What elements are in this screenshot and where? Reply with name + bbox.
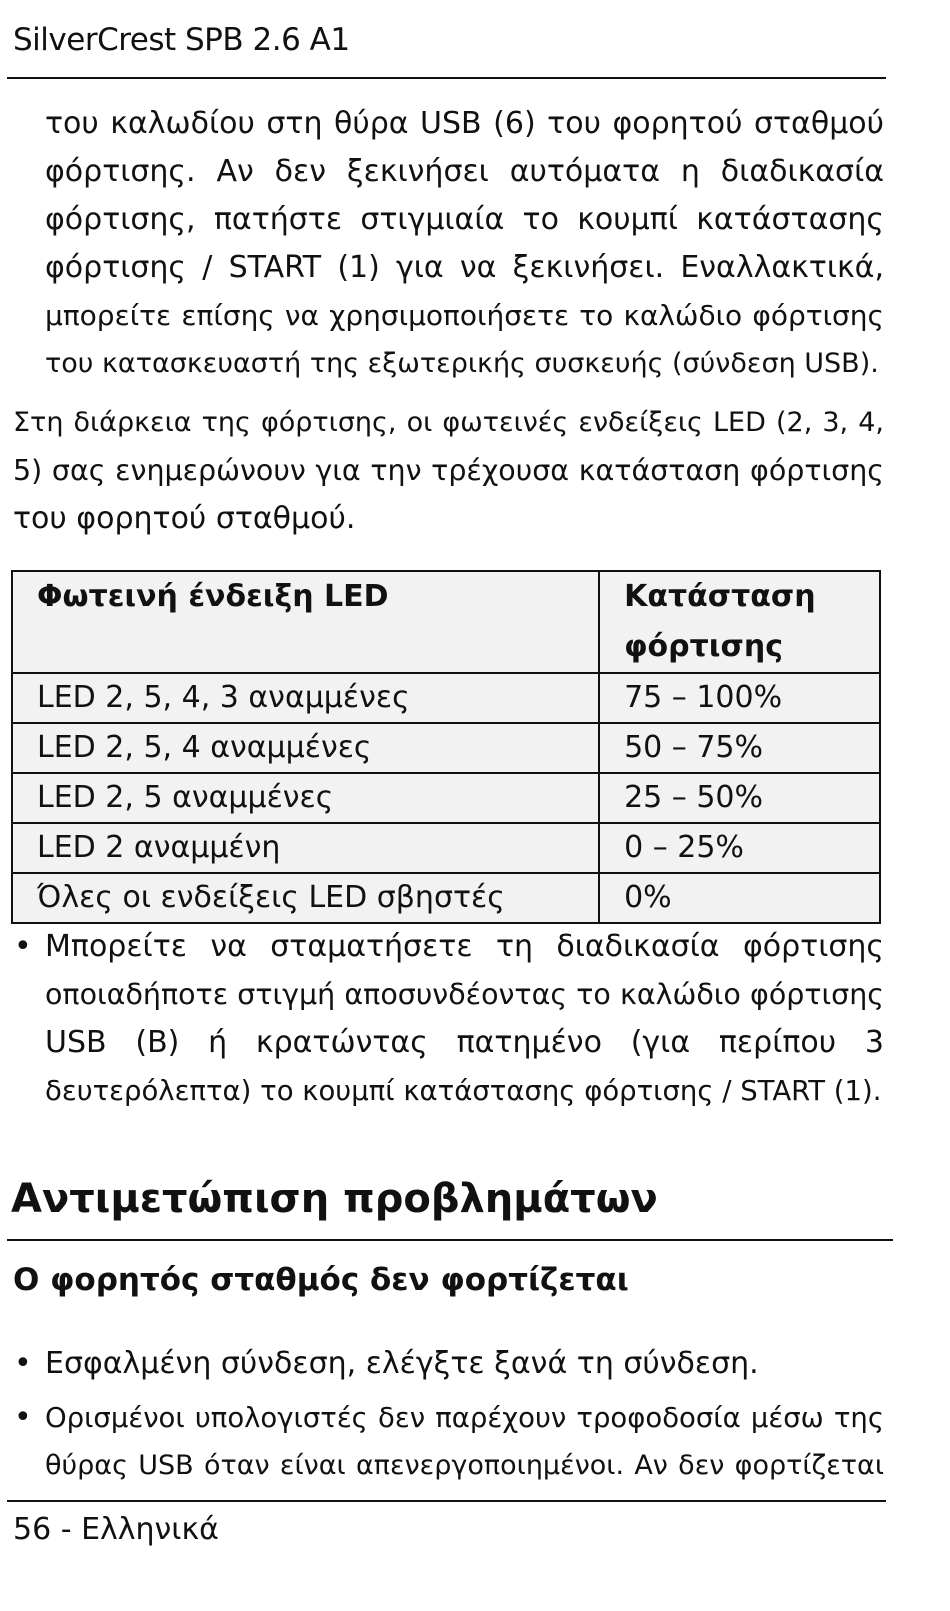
table-cell-status: 25 – 50%	[599, 773, 880, 823]
table-cell-led: LED 2, 5, 4 αναμμένες	[12, 723, 599, 773]
trouble-line: Ορισμένοι υπολογιστές δεν παρέχουν τροφοδοσία μέσω της	[45, 1402, 884, 1434]
trouble-bullet-1	[45, 1340, 884, 1388]
charging-line: Στη διάρκεια της φόρτισης, οι φωτεινές ενδείξεις LED (2, 3, 4,	[13, 407, 884, 438]
table-header-row	[12, 571, 880, 673]
charging-paragraph	[13, 399, 884, 543]
table-row	[12, 823, 880, 873]
stop-charging-paragraph	[45, 923, 884, 1115]
table-cell-led: LED 2, 5, 4, 3 αναμμένες	[12, 673, 599, 723]
intro-line: του κατασκευαστή της εξωτερικής συσκευής (σύνδεση USB).	[45, 348, 879, 379]
intro-line: φόρτισης, πατήστε στιγμιαία το κουμπί κατάστασης	[45, 202, 884, 237]
page-footer: 56 - Ελληνικά	[13, 1512, 219, 1547]
stop-line: δευτερόλεπτα) το κουμπί κατάστασης φόρτισης / START (1).	[45, 1075, 882, 1107]
table-cell-led: Όλες οι ενδείξεις LED σβηστές	[12, 873, 599, 923]
table-row	[12, 873, 880, 923]
intro-paragraph	[45, 100, 884, 388]
bullet-icon: •	[14, 1400, 32, 1435]
table-header-status: Κατάσταση φόρτισης	[599, 571, 880, 673]
table-cell-led: LED 2, 5 αναμμένες	[12, 773, 599, 823]
header-rule	[7, 77, 886, 79]
trouble-line: θύρας USB όταν είναι απενεργοποιημένοι. Αν δεν φορτίζεται	[45, 1450, 884, 1481]
table-cell-status: 50 – 75%	[599, 723, 880, 773]
heading-rule	[7, 1239, 893, 1241]
intro-line: του καλωδίου στη θύρα USB (6) του φορητού σταθμού	[45, 106, 884, 141]
table-cell-led: LED 2 αναμμένη	[12, 823, 599, 873]
bullet-icon: •	[14, 929, 32, 964]
stop-line: USB (B) ή κρατώντας πατημένο (για περίπου 3	[45, 1025, 884, 1060]
troubleshooting-subheading: Ο φορητός σταθμός δεν φορτίζεται	[13, 1262, 629, 1298]
stop-line: οποιαδήποτε στιγμή αποσυνδέοντας το καλώδιο φόρτισης	[45, 978, 884, 1011]
charging-line: του φορητού σταθμού.	[13, 501, 356, 536]
led-status-table	[11, 570, 881, 924]
table-cell-status: 0 – 25%	[599, 823, 880, 873]
intro-line: φόρτισης / START (1) για να ξεκινήσει. Εναλλακτικά,	[45, 250, 884, 285]
intro-line: μπορείτε επίσης να χρησιμοποιήσετε το καλώδιο φόρτισης	[45, 299, 884, 332]
intro-line: φόρτισης. Αν δεν ξεκινήσει αυτόματα η διαδικασία	[45, 154, 884, 189]
table-row	[12, 723, 880, 773]
document-header: SilverCrest SPB 2.6 A1	[13, 22, 350, 58]
troubleshooting-heading: Αντιμετώπιση προβλημάτων	[11, 1176, 658, 1222]
table-cell-status: 0%	[599, 873, 880, 923]
bullet-icon: •	[14, 1346, 32, 1381]
table-header-led: Φωτεινή ένδειξη LED	[12, 571, 599, 673]
charging-line: 5) σας ενημερώνουν για την τρέχουσα κατάσταση φόρτισης	[13, 454, 884, 487]
table-cell-status: 75 – 100%	[599, 673, 880, 723]
trouble-bullet-2	[45, 1394, 884, 1490]
footer-rule	[7, 1500, 886, 1502]
trouble-line: Εσφαλμένη σύνδεση, ελέγξτε ξανά τη σύνδεση.	[45, 1346, 759, 1381]
table-row	[12, 773, 880, 823]
stop-line: Μπορείτε να σταματήσετε τη διαδικασία φόρτισης	[45, 929, 884, 964]
table-row	[12, 673, 880, 723]
